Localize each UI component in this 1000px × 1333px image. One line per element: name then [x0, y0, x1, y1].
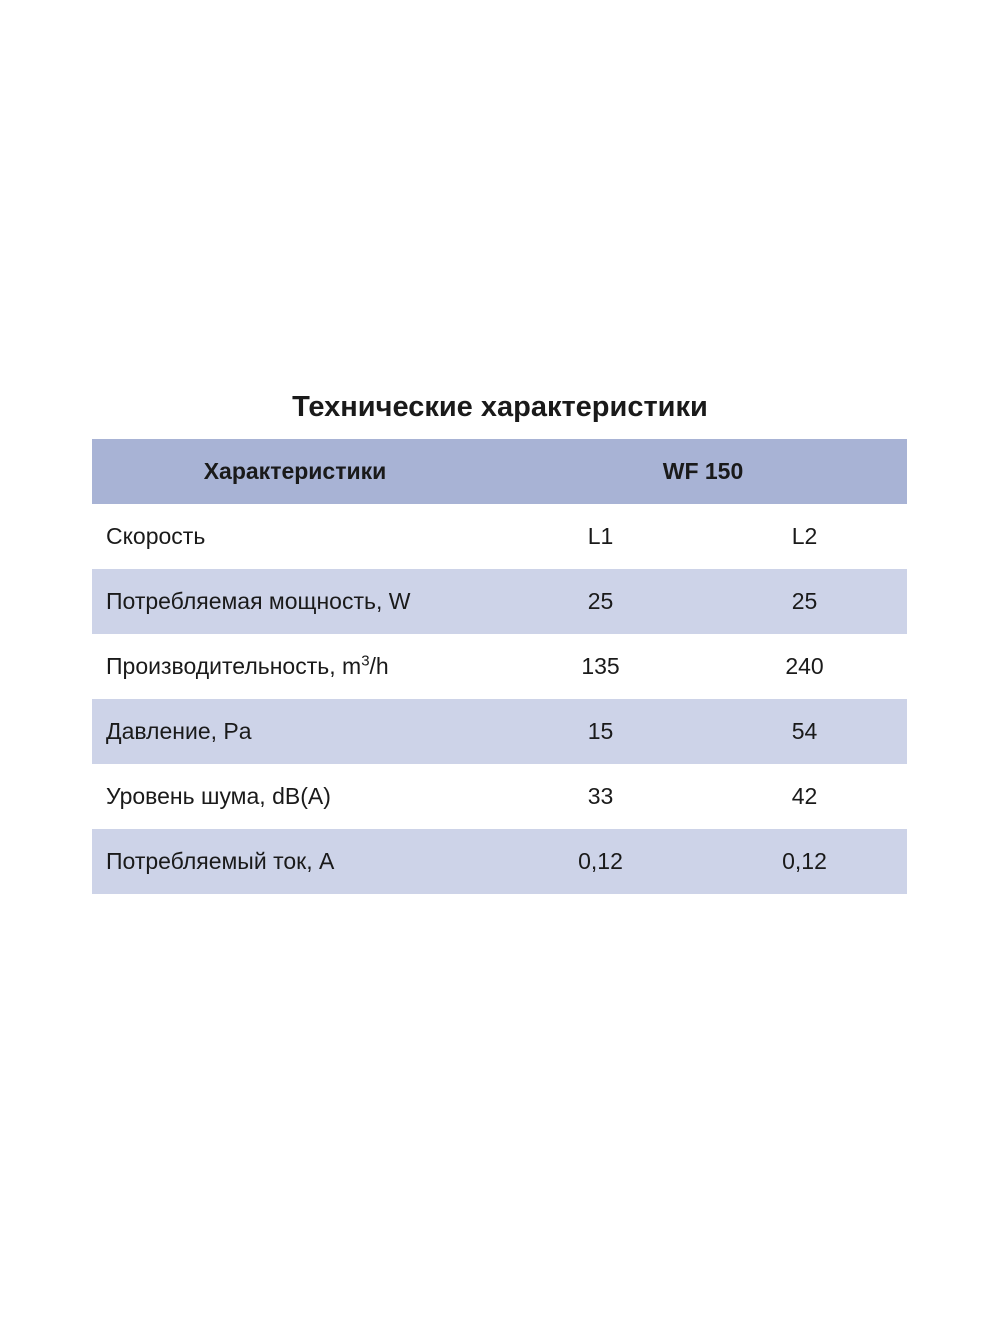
row-value-l2: 240	[785, 653, 824, 679]
row-value-l2: 0,12	[782, 848, 827, 874]
header-characteristics: Характеристики	[203, 458, 387, 484]
row-value-l1: 135	[581, 653, 620, 679]
table-row	[92, 504, 907, 569]
table-row	[92, 829, 907, 894]
row-label: Потребляемый ток, A	[106, 848, 335, 874]
row-label-text: Производительность, m	[106, 653, 362, 679]
table-header-row	[92, 439, 907, 504]
row-value-l1: L1	[587, 523, 614, 549]
row-value-l1: 25	[587, 588, 614, 614]
row-label	[106, 634, 389, 699]
row-value-l2: 42	[791, 783, 818, 809]
row-value-l1: 15	[587, 718, 614, 744]
row-label: Уровень шума, dB(A)	[106, 783, 331, 809]
row-label: Давление, Pa	[106, 718, 252, 744]
row-value-l1: 33	[587, 783, 614, 809]
row-value-l2: 54	[791, 718, 818, 744]
row-label-unit: /h	[369, 653, 389, 679]
page-title: Технические характеристики	[292, 391, 708, 423]
table-row	[92, 699, 907, 764]
row-value-l1: 0,12	[578, 848, 623, 874]
row-value-l2: L2	[791, 523, 818, 549]
row-label-superscript: 3	[361, 652, 370, 670]
table-row	[92, 569, 907, 634]
row-label: Скорость	[106, 523, 206, 549]
table-row	[92, 634, 907, 699]
row-value-l2: 25	[791, 588, 818, 614]
header-model: WF 150	[662, 458, 744, 484]
specifications-table	[92, 439, 907, 894]
row-label: Потребляемая мощность, W	[106, 588, 411, 614]
table-row	[92, 764, 907, 829]
